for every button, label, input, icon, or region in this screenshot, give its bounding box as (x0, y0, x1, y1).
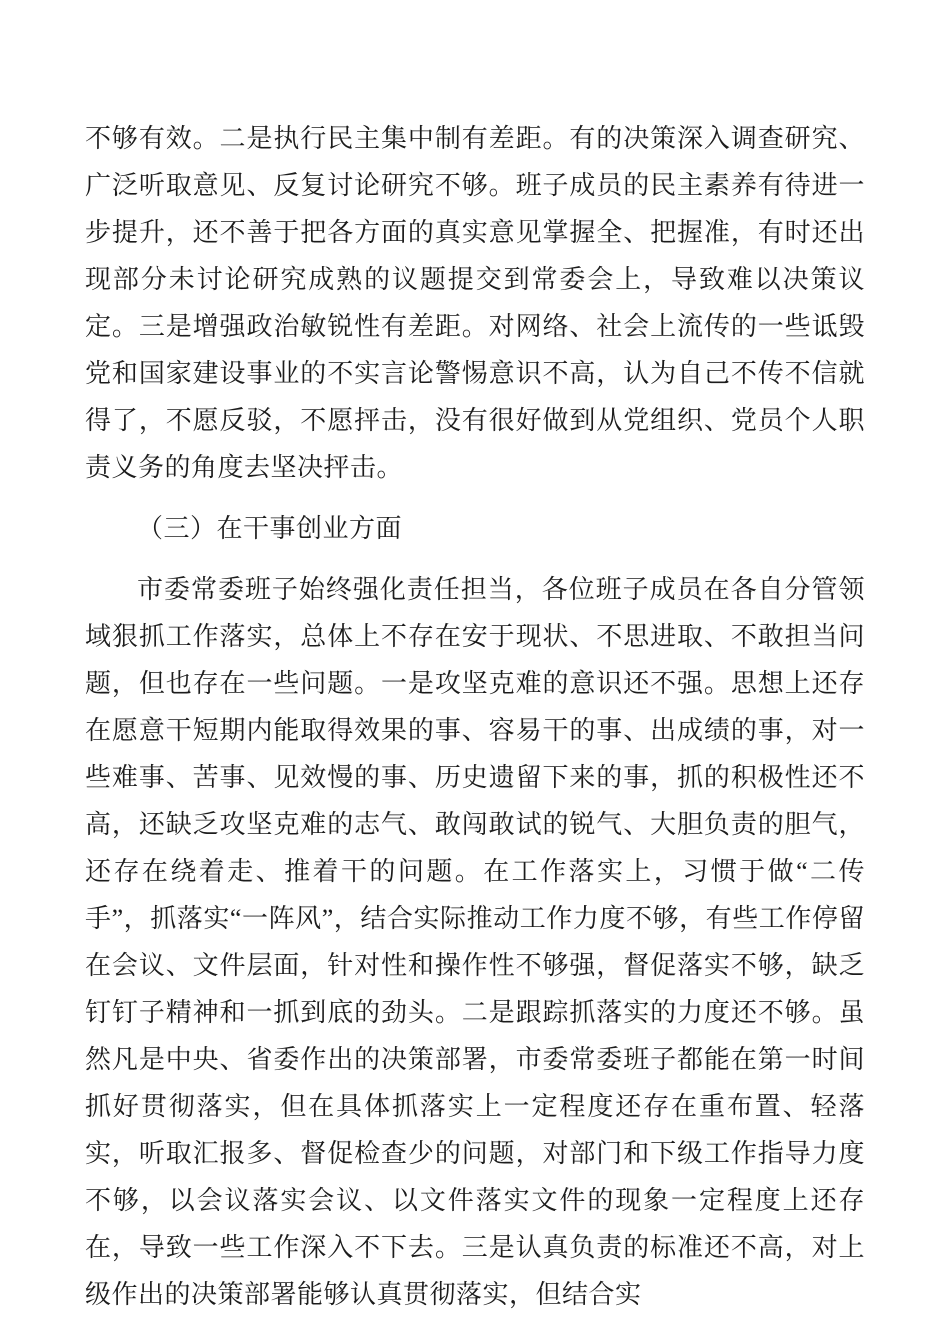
section-heading: （三）在干事创业方面 (137, 514, 403, 543)
paragraph-continuation: 不够有效。二是执行民主集中制有差距。有的决策深入调查研究、广泛听取意见、反复讨论研究不够。班子成员的民主素养有待进一步提升，还不善于把各方面的真实意见掌握全、把握准，有时还出现部分未讨论研究成熟的议题提交到常委会上，导致难以决策议定。三是增强政治敏锐性有差距。对网络、社会上流传的一些诋毁党和国家建设事业的不实言论警惕意识不高，认为自己不传不信就得了，不愿反驳，不愿抨击，没有很好做到从党组织、党员个人职责义务的角度去坚决抨击。 (85, 124, 865, 482)
paragraph-body: 市委常委班子始终强化责任担当，各位班子成员在各自分管领域狠抓工作落实，总体上不存在安于现状、不思进取、不敢担当问题，但也存在一些问题。一是攻坚克难的意识还不强。思想上还存在愿意干短期内能取得效果的事、容易干的事、出成绩的事，对一些难事、苦事、见效慢的事、历史遗留下来的事，抓的积极性还不高，还缺乏攻坚克难的志气、敢闯敢试的锐气、大胆负责的胆气，还存在绕着走、推着干的问题。在工作落实上，习惯于做“二传手”，抓落实“一阵风”，结合实际推动工作力度不够，有些工作停留在会议、文件层面，针对性和操作性不够强，督促落实不够，缺乏钉钉子精神和一抓到底的劲头。二是跟踪抓落实的力度还不够。虽然凡是中央、省委作出的决策部署，市委常委班子都能在第一时间抓好贯彻落实，但在具体抓落实上一定程度还存在重布置、轻落实，听取汇报多、督促检查少的问题，对部门和下级工作指导力度不够，以会议落实会议、以文件落实文件的现象一定程度上还存在，导致一些工作深入不下去。三是认真负责的标准还不高，对上级作出的决策部署能够认真贯彻落实，但结合实 (85, 575, 865, 1309)
